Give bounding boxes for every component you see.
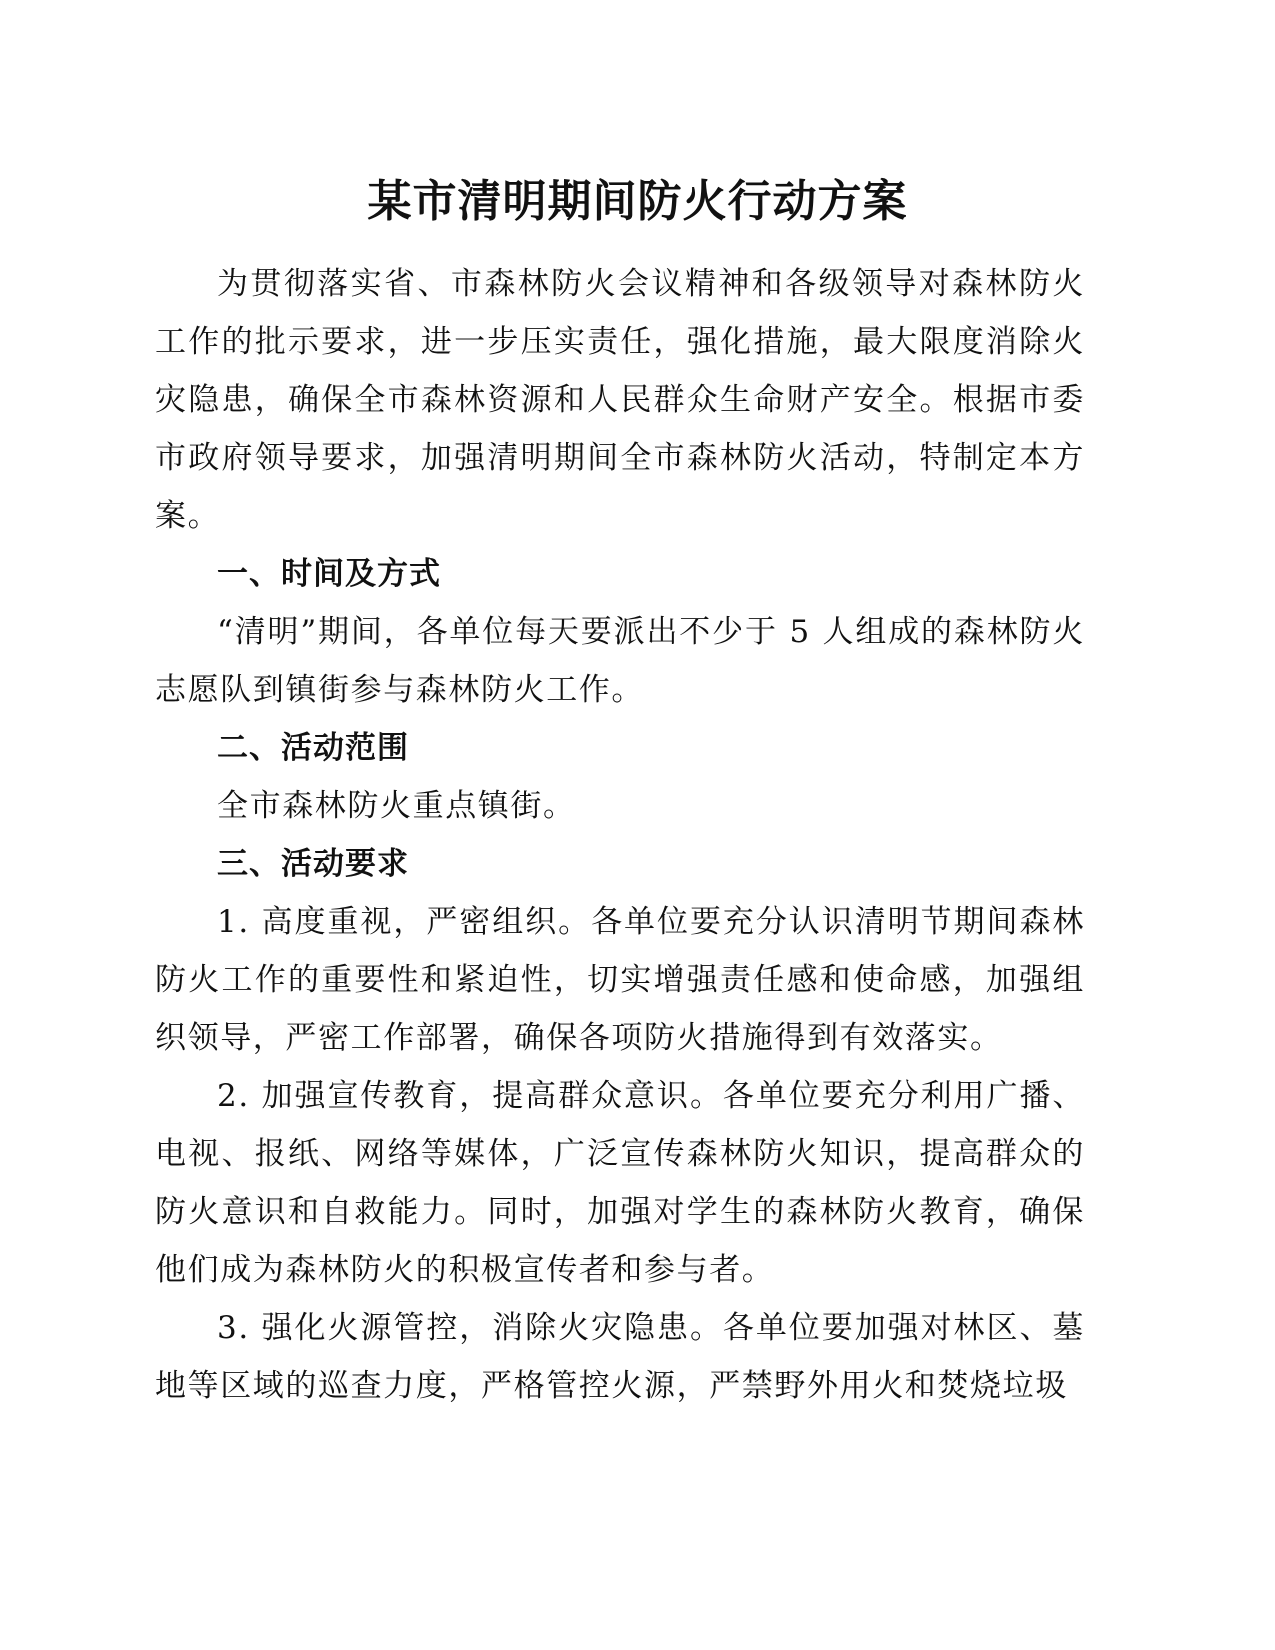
section-activity-requirements (155, 835, 1085, 1415)
section-heading: 一、时间及方式 (217, 556, 441, 592)
requirement-item-2: 2. 加强宣传教育，提高群众意识。各单位要充分利用广播、电视、报纸、网络等媒体，广泛宣传森林防火知识，提高群众的防火意识和自救能力。同时，加强对学生的森林防火教育，确保他们成为森林防火的积极宣传者和参与者。 (155, 1078, 1085, 1288)
document-body (155, 255, 1085, 1415)
requirement-item-3: 3. 强化火源管控，消除火灾隐患。各单位要加强对林区、墓地等区域的巡查力度，严格管控火源，严禁野外用火和焚烧垃圾 (155, 1310, 1085, 1404)
section-heading: 三、活动要求 (217, 846, 409, 882)
section-paragraph: 全市森林防火重点镇街。 (217, 788, 576, 824)
section-heading: 二、活动范围 (217, 730, 409, 766)
document-title: 某市清明期间防火行动方案 (367, 176, 908, 227)
section-time-and-method (155, 545, 1085, 719)
intro-paragraph: 为贯彻落实省、市森林防火会议精神和各级领导对森林防火工作的批示要求，进一步压实责任，强化措施，最大限度消除火灾隐患，确保全市森林资源和人民群众生命财产安全。根据市委市政府领导要求，加强清明期间全市森林防火活动，特制定本方案。 (155, 266, 1085, 534)
section-activity-scope (155, 719, 1085, 835)
requirement-item-1: 1. 高度重视，严密组织。各单位要充分认识清明节期间森林防火工作的重要性和紧迫性，切实增强责任感和使命感，加强组织领导，严密工作部署，确保各项防火措施得到有效落实。 (155, 904, 1085, 1056)
section-paragraph: “清明”期间，各单位每天要派出不少于 5 人组成的森林防火志愿队到镇街参与森林防火工作。 (155, 614, 1085, 708)
